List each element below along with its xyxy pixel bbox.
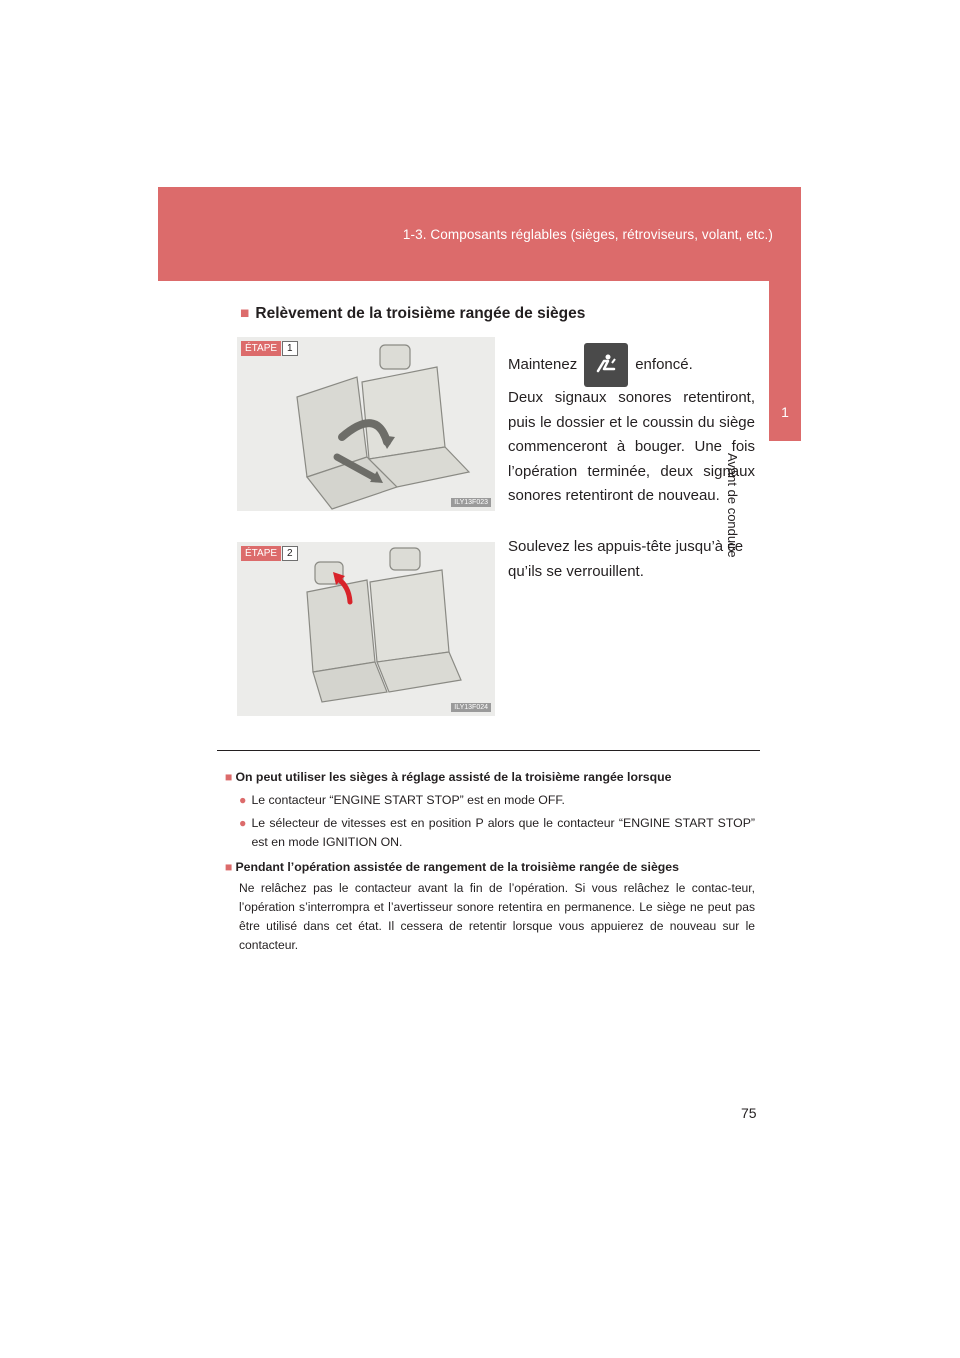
seat-symbol-icon xyxy=(584,343,628,387)
step-label: ÉTAPE xyxy=(241,341,281,356)
section-title xyxy=(240,305,585,323)
instruction-text-after: enfoncé. xyxy=(635,355,693,373)
note-body: Ne relâchez pas le contacteur avant la fin de l’opération. Si vous relâchez le contac-teur, l’opération s’interrompra et l’avertisseur sonore retentira en permanence. Le siège ne peut pas être utilisé dans cet état. Il cessera de retentir lorsque vous appuierez de nouveau sur le contacteur. xyxy=(239,881,755,952)
bullet-text: Le contacteur “ENGINE START STOP” est en mode OFF. xyxy=(251,793,565,807)
seat-raise-button-icon xyxy=(584,343,628,387)
chapter-tab xyxy=(769,281,801,441)
chapter-label-container xyxy=(725,453,797,573)
note-title-text: On peut utiliser les sièges à réglage assisté de la troisième rangée lorsque xyxy=(235,770,672,784)
note-title xyxy=(225,768,755,787)
seat-illustration-headrest xyxy=(237,542,495,716)
bullet-text: Le sélecteur de vitesses est en position P alors que le contacteur “ENGINE START STOP” est en mode IGNITION ON. xyxy=(251,816,755,849)
figure-code: ILY13F023 xyxy=(451,498,491,507)
step-1-figure xyxy=(237,337,495,511)
notes-section xyxy=(225,768,755,955)
note-bullet xyxy=(239,791,755,810)
header-band xyxy=(158,187,801,281)
step-2-figure xyxy=(237,542,495,716)
step-2-description: Soulevez les appuis-tête jusqu’à ce qu’ils se verrouillent. xyxy=(508,538,744,580)
chapter-label: Avant de conduire xyxy=(725,453,741,558)
note-title-text: Pendant l’opération assistée de rangement de la troisième rangée de sièges xyxy=(235,860,679,874)
instruction-text-before: Maintenez xyxy=(508,355,578,373)
note-marker: ■ xyxy=(225,770,233,784)
step-badge xyxy=(241,341,298,356)
step-number: 2 xyxy=(282,546,298,561)
bullet-dot-icon: ● xyxy=(239,793,247,807)
step-label: ÉTAPE xyxy=(241,546,281,561)
step-badge xyxy=(241,546,298,561)
seat-illustration-folding xyxy=(237,337,495,511)
bullet-dot-icon: ● xyxy=(239,816,247,830)
note-title xyxy=(225,858,755,877)
step-number: 1 xyxy=(282,341,298,356)
section-path: 1-3. Composants réglables (sièges, rétroviseurs, volant, etc.) xyxy=(402,227,773,242)
step-1-description: Deux signaux sonores retentiront, puis le dossier et le coussin du siège commenceront à bouger. Une fois l’opération terminée, deux signaux sonores retentiront de nouveau. xyxy=(508,389,755,504)
page-number: 75 xyxy=(741,1105,757,1121)
note-marker: ■ xyxy=(225,860,233,874)
figure-code: ILY13F024 xyxy=(451,703,491,712)
step-1-instruction xyxy=(508,343,755,387)
chapter-number: 1 xyxy=(781,404,789,420)
divider xyxy=(217,750,760,751)
note-bullet xyxy=(239,814,755,852)
section-title-text: Relèvement de la troisième rangée de sièges xyxy=(255,305,586,322)
section-marker: ■ xyxy=(240,305,250,322)
